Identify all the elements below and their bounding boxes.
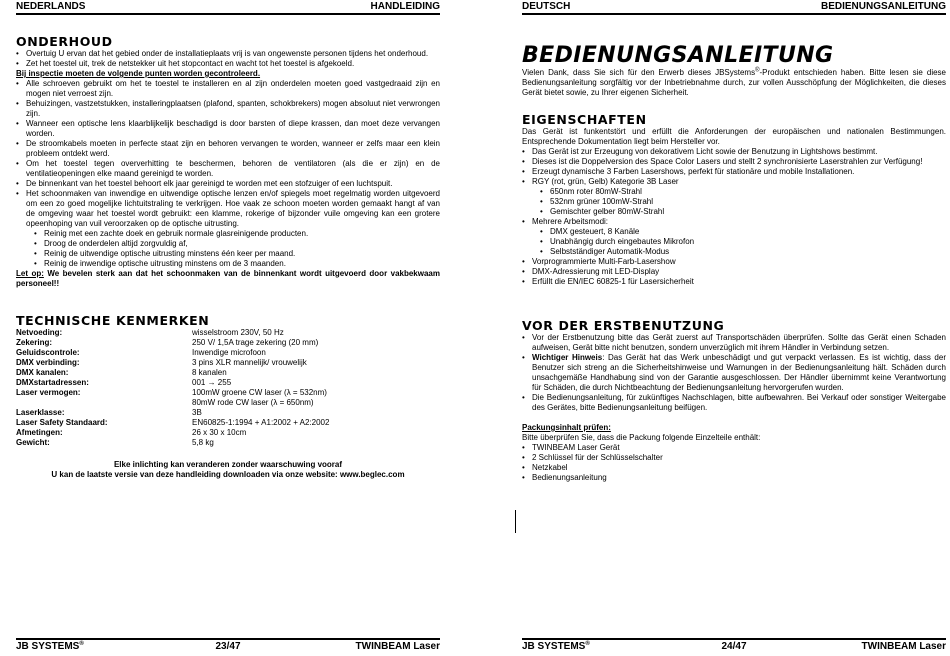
section-title: VOR DER ERSTBENUTZUNG <box>522 318 725 333</box>
list-item: • Om het toestel tegen oververhitting te beschermen, behoren de ventilatoren (als die er zijn) en de ventilatieopeningen elke maand gereinigd te worden. <box>16 159 440 179</box>
spec-value: 001 → 255 <box>192 378 232 387</box>
list-item: • Wanneer een optische lens klaarblijkelijk beschadigd is door barsten of diepe krassen, dan moet deze vervangen worden. <box>16 119 440 139</box>
margin-line <box>515 510 516 533</box>
spec-key: Gewicht: <box>16 438 50 447</box>
list-item: • Het schoonmaken van inwendige en uitwendige optische lenzen en/of spiegels moet regelmatig worden uitgevoerd om een zo goed mogelijke lichtuitstraling te verkrijgen. Hoe vaak ze schoon moeten worden gemaakt hangt af van de omgeving waar het toestel wordt gebruikt: een klamme, rokerige of bijzonder vuile omgeving kan een grotere opeenhoping van vuil veroorzaken op de optische uitrusting. <box>16 189 440 229</box>
spec-value: wisselstroom 230V, 50 Hz <box>192 328 284 337</box>
list-item: • Alle schroeven gebruikt om het te toestel te installeren en al zijn onderdelen moeten goed vastgedraaid zijn en mogen niet verroest zijn. <box>16 79 440 99</box>
inspection-heading: Bij inspectie moeten de volgende punten worden gecontroleerd. <box>16 69 261 78</box>
first-use-section <box>522 318 946 483</box>
spec-key <box>16 398 192 408</box>
spec-key: Laserklasse: <box>16 408 65 417</box>
section-title: ONDERHOUD <box>16 34 113 49</box>
section-title: EIGENSCHAFTEN <box>522 112 647 127</box>
footer-product: TWINBEAM Laser <box>861 641 946 652</box>
list-item: • TWINBEAM Laser Gerät <box>522 443 946 453</box>
list-item: • De binnenkant van het toestel behoort elk jaar gereinigd te worden met een stofzuiger of een luchtspuit. <box>16 179 440 189</box>
table-row <box>16 378 440 388</box>
features-intro: Das Gerät ist funkentstört und erfüllt die Anforderungen der europäischen und nationalen Bestimmungen. Entsprechende Dokumentation liegt beim Hersteller vor. <box>522 127 946 146</box>
specs-table <box>16 328 440 448</box>
package-list <box>522 443 946 483</box>
list-item: • Droog de onderdelen altijd zorgvuldig af, <box>34 239 440 249</box>
spec-value: Inwendige microfoon <box>192 348 266 357</box>
list-item: • DMX gesteuert, 8 Kanäle <box>540 227 946 237</box>
notice-change: Elke inlichting kan veranderen zonder waarschuwing vooraf <box>113 460 343 469</box>
list-item: • Erzeugt dynamische 3 Farben Lasershows, perfekt für stationäre und mobile Installationen. <box>522 167 946 177</box>
package-intro: Bitte überprüfen Sie, dass die Packung folgende Einzelteile enthält: <box>522 433 761 442</box>
table-row <box>16 398 440 408</box>
maintenance-list <box>16 49 440 69</box>
main-title: BEDIENUNGSANLEITUNG <box>522 43 834 68</box>
intro-text: Vielen Dank, dass Sie sich für den Erwerb dieses JBSystems®-Produkt entschieden haben. Bitte lesen sie diese Bedienungsanleitung sorgfältig vor der Inbetriebnahme durch, zur vollen Ausschöpfung der Möglichkeiten, die dieses Gerät bietet sowie, zu Ihrer eigenen Sicherheit. <box>522 67 946 97</box>
spec-key: Laser Safety Standaard: <box>16 418 108 427</box>
table-row <box>16 368 440 378</box>
first-use-list <box>522 333 946 413</box>
spec-key: DMX kanalen: <box>16 368 69 377</box>
spec-value: 26 x 30 x 10cm <box>192 428 247 437</box>
header-manual: HANDLEIDING <box>370 1 440 12</box>
section-title: TECHNISCHE KENMERKEN <box>16 313 210 328</box>
header-language: DEUTSCH <box>522 1 571 12</box>
spec-key: DMXstartadressen: <box>16 378 89 387</box>
footer-brand: JB SYSTEMS® <box>522 641 590 652</box>
footer-brand: JB SYSTEMS® <box>16 641 84 652</box>
list-item: • 650nm roter 80mW-Strahl <box>540 187 946 197</box>
list-item: • Das Gerät ist zur Erzeugung von dekorativem Licht sowie der Benutzung in Lightshows bestimmt. <box>522 147 946 157</box>
list-item: • Mehrere Arbeitsmodi: <box>522 217 946 227</box>
table-row <box>16 388 440 398</box>
page-footer <box>16 638 440 656</box>
spec-key: DMX verbinding: <box>16 358 80 367</box>
table-row <box>16 408 440 418</box>
list-item: • De stroomkabels moeten in perfecte staat zijn en behoren vervangen te worden, wanneer er zelfs maar een klein probleem ontdekt werd. <box>16 139 440 159</box>
list-item: • Zet het toestel uit, trek de netstekker uit het stopcontact en wacht tot het toestel is afgekoeld. <box>16 59 440 69</box>
list-item: • RGY (rot, grün, Gelb) Kategorie 3B Laser <box>522 177 946 187</box>
list-item: • Unabhängig durch eingebautes Mikrofon <box>540 237 946 247</box>
table-row <box>16 338 440 348</box>
list-item: • DMX-Adressierung mit LED-Display <box>522 267 946 277</box>
modes-heading-list <box>522 217 946 227</box>
spec-value: 80mW rode CW laser (λ = 650nm) <box>192 398 314 407</box>
page-footer <box>522 638 946 656</box>
spec-value: 3 pins XLR mannelijk/ vrouwelijk <box>192 358 307 367</box>
page-header <box>16 0 440 15</box>
list-item: • Reinig de uitwendige optische uitrusting minstens één keer per maand. <box>34 249 440 259</box>
cleaning-list <box>16 229 440 269</box>
spec-value: 3B <box>192 408 202 417</box>
list-item: • Gemischter gelber 80mW-Strahl <box>540 207 946 217</box>
list-item: • Vor der Erstbenutzung bitte das Gerät zuerst auf Transportschäden überprüfen. Sollte das Gerät einen Schaden aufweisen, Gerät bitte nicht benutzen, sondern unverzüglich mit ihrem Händler in Verbindung setzen. <box>522 333 946 353</box>
spec-key: Laser vermogen: <box>16 388 81 397</box>
list-item: • Netzkabel <box>522 463 946 473</box>
spec-value: 100mW groene CW laser (λ = 532nm) <box>192 388 327 397</box>
intro-section <box>522 44 946 98</box>
spec-value: 250 V/ 1,5A trage zekering (20 mm) <box>192 338 319 347</box>
list-item: • 2 Schlüssel für der Schlüsselschalter <box>522 453 946 463</box>
table-row <box>16 328 440 338</box>
modes-list <box>522 227 946 257</box>
list-item: • Dieses ist die Doppelversion des Space Color Lasers und stellt 2 synchronisierte Laserstrahlen zur Verfügung! <box>522 157 946 167</box>
package-heading: Packungsinhalt prüfen: <box>522 423 611 432</box>
footer-product: TWINBEAM Laser <box>355 641 440 652</box>
spec-key: Netvoeding: <box>16 328 63 337</box>
laser-list <box>522 187 946 217</box>
page-number: 23/47 <box>215 641 241 652</box>
specs-section <box>16 313 440 480</box>
features-list-more <box>522 257 946 287</box>
table-row <box>16 428 440 438</box>
header-language: NEDERLANDS <box>16 1 86 12</box>
list-item: • Reinig de inwendige optische uitrusting minstens om de 3 maanden. <box>34 259 440 269</box>
list-item: • Bedienungsanleitung <box>522 473 946 483</box>
list-item: • Reinig met een zachte doek en gebruik normale glasreinigende producten. <box>34 229 440 239</box>
list-item: • Behuizingen, vastzetstukken, installeringplaatsen (plafond, spanten, schokbrekers) mogen absoluut niet verwrongen zijn. <box>16 99 440 119</box>
list-item: • Overtuig U ervan dat het gebied onder de installatieplaats vrij is van ongewenste personen tijdens het onderhoud. <box>16 49 440 59</box>
cleaning-note: Let op: We bevelen sterk aan dat het schoonmaken van de binnenkant wordt uitgevoerd door vakbekwaam personeel!! <box>16 269 440 288</box>
notice-download: U kan de laatste versie van deze handleiding downloaden via onze website: www.beglec.com <box>51 470 405 479</box>
inspection-list <box>16 79 440 229</box>
page-left <box>16 0 440 654</box>
maintenance-section <box>16 34 440 289</box>
page-number: 24/47 <box>721 641 747 652</box>
list-item: • Die Bedienungsanleitung, für zukünftiges Nachschlagen, bitte aufbewahren. Bei Verkauf oder sonstiger Weitergabe des Gerätes, bitte Bedienungsanleitung beifügen. <box>522 393 946 413</box>
table-row <box>16 348 440 358</box>
spec-value: EN60825-1:1994 + A1:2002 + A2:2002 <box>192 418 330 427</box>
spec-value: 8 kanalen <box>192 368 227 377</box>
spec-value: 5,8 kg <box>192 438 214 447</box>
features-section <box>522 112 946 287</box>
list-item: • Wichtiger Hinweis: Das Gerät hat das Werk unbeschädigt und gut verpackt verlassen. Es ist wichtig, dass der Benutzer sich streng an die Sicherheitshinweise und Warnungen in der Bedienungsanleitung hält. Schäden durch unsachgemäße Handhabung sind von der Garantie ausgeschlossen. Der Händler übernimmt keine Verantwortung für Schäden, die durch Nichtbeachtung der Bedienungsanleitung hervorgerufen wurden. <box>522 353 946 393</box>
list-item: • Selbstständiger Automatik-Modus <box>540 247 946 257</box>
table-row <box>16 358 440 368</box>
spec-key: Geluidscontrole: <box>16 348 80 357</box>
table-row <box>16 438 440 448</box>
features-list <box>522 147 946 187</box>
page-right <box>522 0 946 654</box>
list-item: • 532nm grüner 100mW-Strahl <box>540 197 946 207</box>
list-item: • Vorprogrammierte Multi-Farb-Lasershow <box>522 257 946 267</box>
page-header <box>522 0 946 15</box>
header-manual: BEDIENUNGSANLEITUNG <box>820 1 946 12</box>
table-row <box>16 418 440 428</box>
spec-key: Zekering: <box>16 338 53 347</box>
list-item: • Erfüllt die EN/IEC 60825-1 für Lasersicherheit <box>522 277 946 287</box>
spec-key: Afmetingen: <box>16 428 63 437</box>
